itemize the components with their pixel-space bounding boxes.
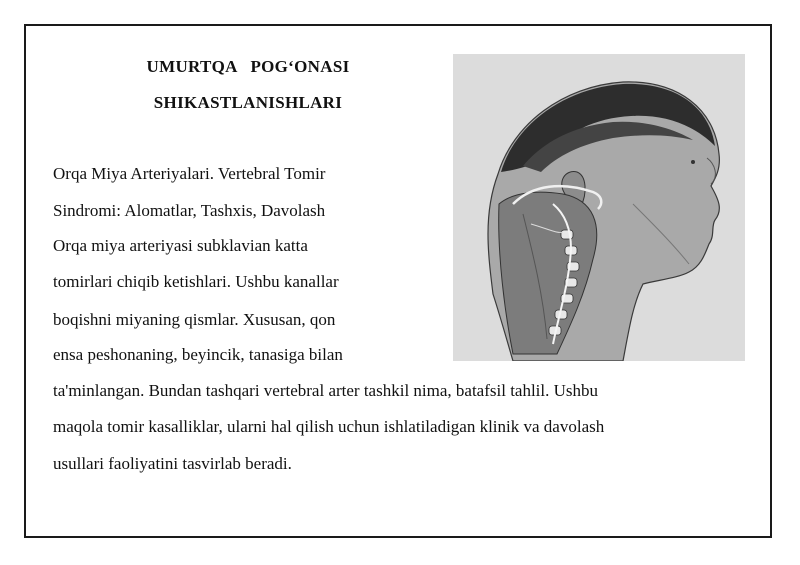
body-line-2: Sindromi: Alomatlar, Tashxis, Davolash bbox=[53, 201, 326, 220]
body-line-4: tomirlari chiqib ketishlari. Ushbu kanallar bbox=[53, 272, 339, 291]
body-line-3: Orqa miya arteriyasi subklavian katta bbox=[53, 236, 308, 255]
body-line-7: ta'minlangan. Bundan tashqari vertebral arter tashkil nima, batafsil tahlil. Ushbu bbox=[53, 381, 599, 400]
body-line-6: ensa peshonaning, beyincik, tanasiga bilan bbox=[53, 345, 343, 364]
anatomy-illustration bbox=[453, 54, 745, 361]
body-line-1: Orqa Miya Arteriyalari. Vertebral Tomir bbox=[53, 164, 326, 183]
body-line-5: boqishni miyaning qismlar. Xususan, qon bbox=[53, 310, 336, 329]
title-line-2: SHIKASTLANISHLARI bbox=[153, 93, 343, 112]
body-line-8: maqola tomir kasalliklar, ularni hal qilish uchun ishlatiladigan klinik va davolash bbox=[53, 417, 605, 436]
title-line-1: UMURTQA POG‘ONASI bbox=[146, 57, 350, 76]
body-line-9: usullari faoliyatini tasvirlab beradi. bbox=[53, 454, 292, 473]
head-neck-profile-drawing bbox=[453, 54, 745, 361]
